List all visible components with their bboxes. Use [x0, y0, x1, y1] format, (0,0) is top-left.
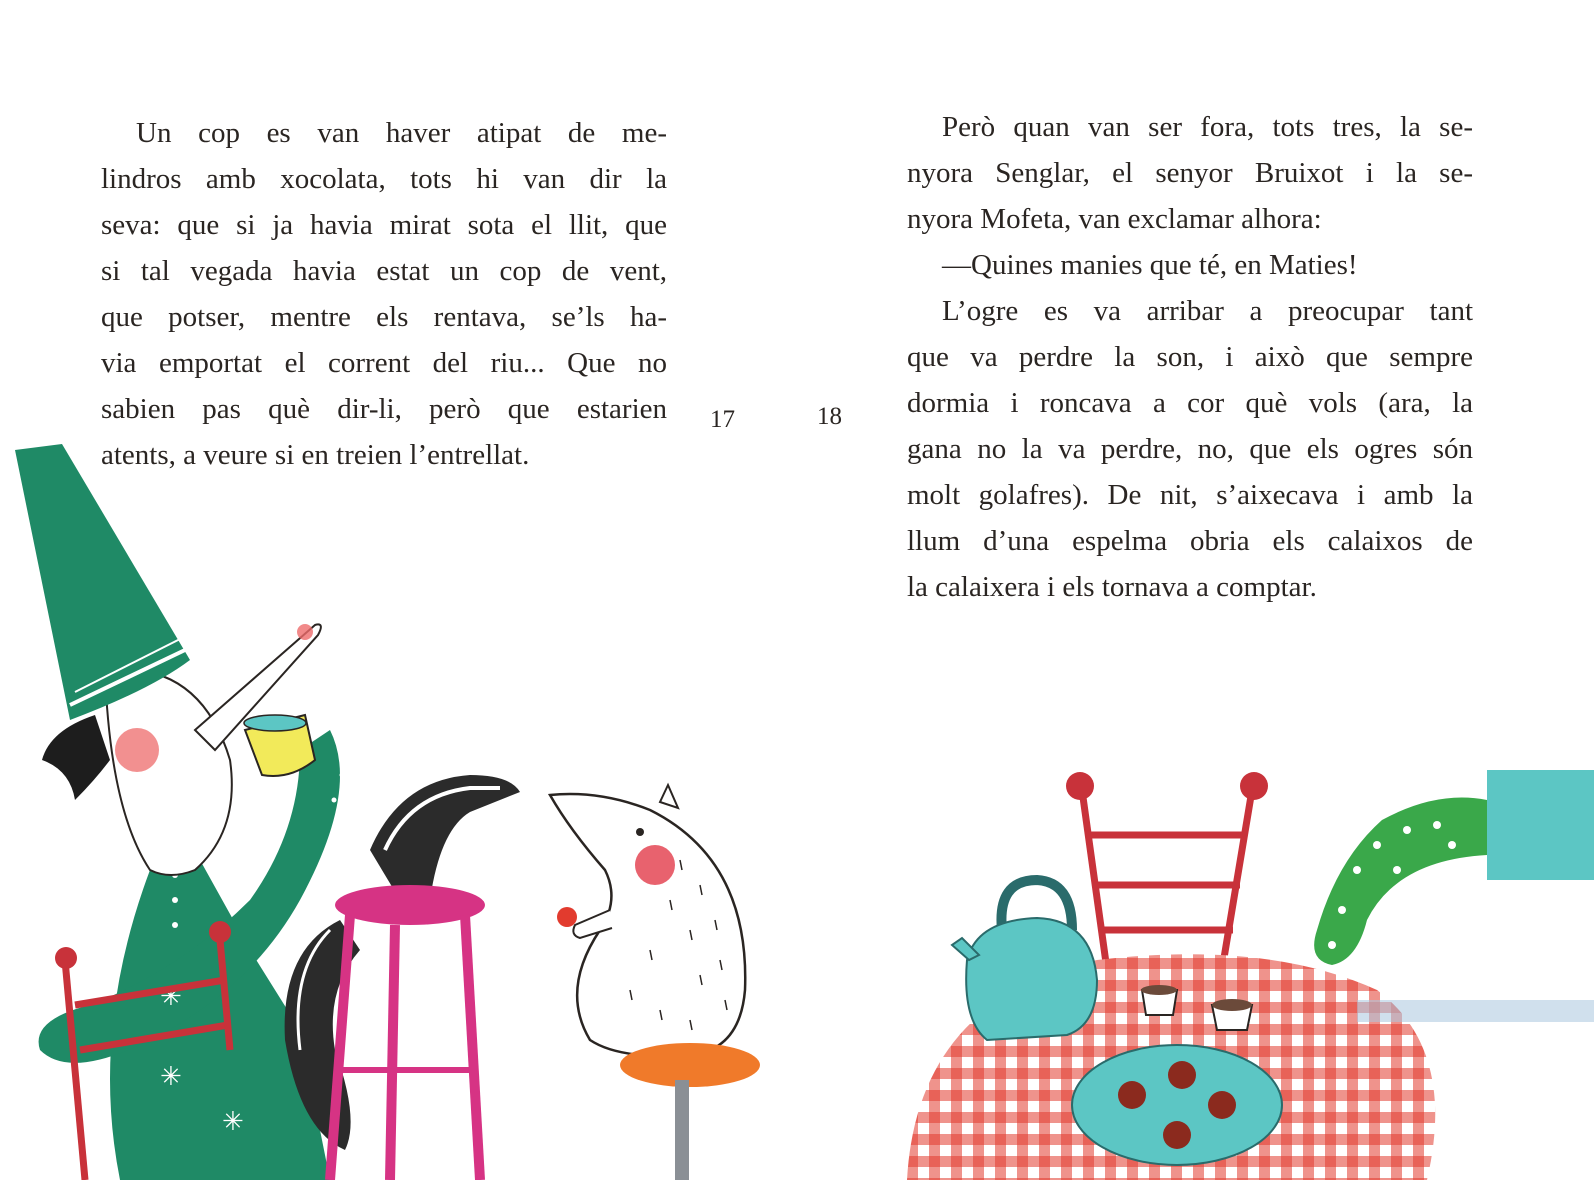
text-line: nyora Senglar, el senyor Bruixot i la se- [907, 157, 1473, 189]
orange-stool-pole [675, 1080, 689, 1180]
boar-ear [660, 785, 678, 808]
strawberry [557, 907, 577, 927]
text-line: via emportat el corrent del riu... Que no [101, 347, 667, 379]
text-line: atents, a veure si en treien l’entrellat. [101, 439, 530, 471]
chair-knob [1066, 772, 1094, 800]
table-teapot-chair-illustration [797, 760, 1594, 1180]
text-line: llum d’una espelma obria els calaixos de [907, 525, 1473, 557]
wizard-skunk-boar-illustration [0, 430, 797, 1180]
boar-cheek [635, 845, 675, 885]
coffee-cup [1212, 999, 1252, 1030]
page-number-right: 18 [817, 403, 842, 430]
chair-knob [1240, 772, 1268, 800]
text-line: si tal vegada havia estat un cop de vent, [101, 255, 667, 287]
text-line: dormia i roncava a cor què vols (ara, la [907, 387, 1473, 419]
text-line: —Quines manies que té, en Maties! [942, 249, 1358, 281]
trouser-leg [1487, 770, 1594, 880]
snowflake-icon: ✳ [160, 982, 182, 1012]
wizard-face [105, 669, 232, 875]
text-line: la calaixera i els tornava a comptar. [907, 571, 1317, 603]
cup-rim [244, 715, 306, 731]
text-line: Un cop es van haver atipat de me- [136, 117, 667, 149]
snowflake-icon: ✳ [160, 1062, 182, 1092]
text-line: Però quan van ser fora, tots tres, la se- [942, 111, 1473, 143]
nose-tip [297, 624, 313, 640]
text-line: molt golafres). De nit, s’aixecava i amb la [907, 479, 1473, 511]
text-line: gana no la va perdre, no, que els ogres són [907, 433, 1473, 465]
chair-knob [55, 947, 77, 969]
text-line: que potser, mentre els rentava, se’ls ha- [101, 301, 667, 333]
right-page-text [907, 104, 1473, 610]
coffee-cup [1141, 985, 1177, 1015]
page-number-left: 17 [710, 406, 735, 433]
wizard-hair [42, 715, 110, 800]
text-line: que va perdre la son, i això que sempre [907, 341, 1473, 373]
text-line: sabien pas què dir-li, però que estarien [101, 393, 667, 425]
text-line: seva: que si ja havia mirat sota el llit, que [101, 209, 667, 241]
snowflake-icon: ✳ [222, 1107, 244, 1137]
floor-shadow [1357, 1000, 1594, 1022]
text-line: nyora Mofeta, van exclamar alhora: [907, 203, 1322, 235]
cheek [115, 728, 159, 772]
text-line: lindros amb xocolata, tots hi van dir la [101, 163, 667, 195]
right-page [797, 0, 1594, 1180]
text-line: L’ogre es va arribar a preocupar tant [942, 295, 1473, 327]
green-sock [1314, 798, 1487, 966]
boar-eye [636, 828, 644, 836]
orange-stool-seat [620, 1043, 760, 1087]
left-page-text [101, 110, 667, 478]
chair-knob [209, 921, 231, 943]
red-chair [1082, 790, 1252, 970]
teapot-body [966, 918, 1097, 1040]
